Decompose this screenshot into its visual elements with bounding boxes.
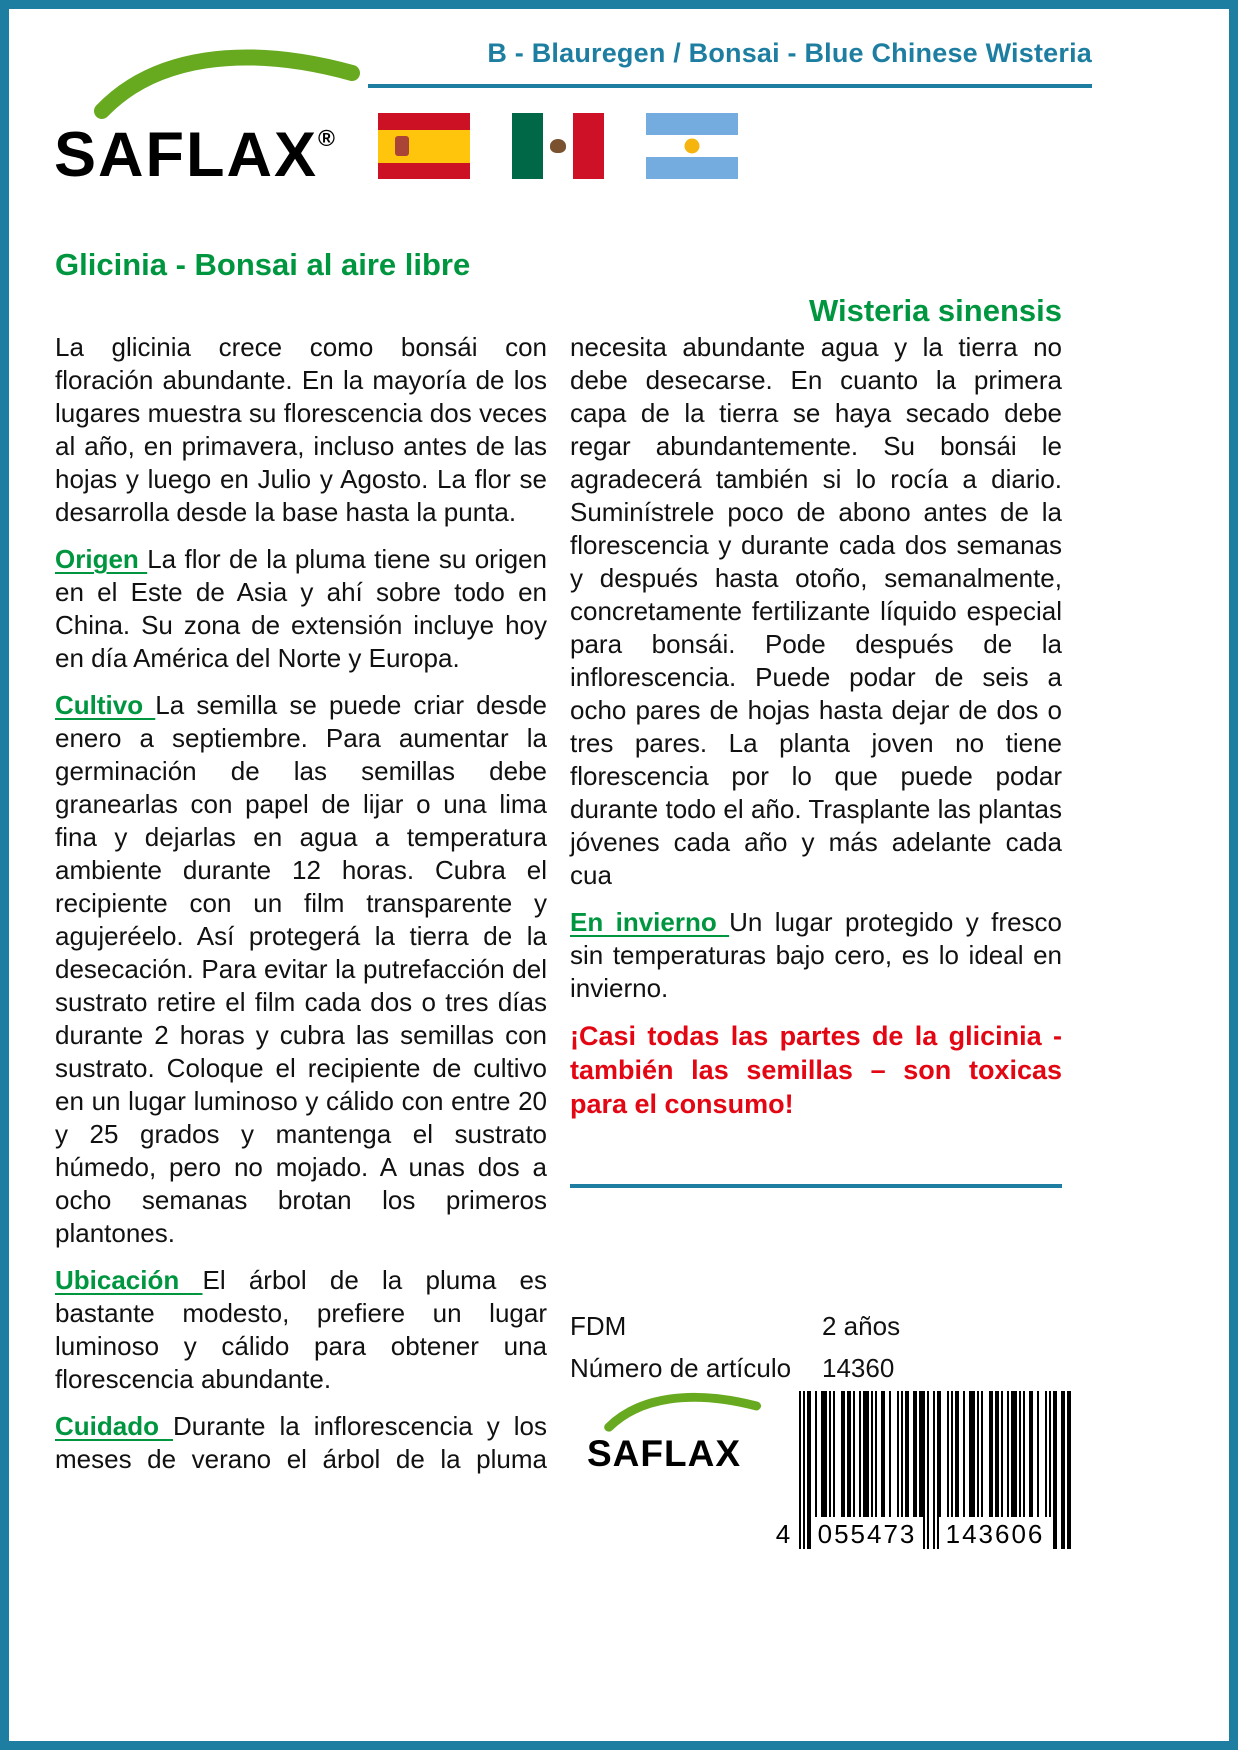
logo-arc-icon	[92, 39, 360, 125]
footer-meta	[570, 1311, 1062, 1395]
page-title: Glicinia - Bonsai al aire libre	[55, 247, 471, 282]
section-cultivo: Cultivo La semilla se puede criar desde enero a septiembre. Para aumentar la germinación de las semillas debe granearlas con papel de lijar o una lima fina y dejarlas en agua a temperatura ambiente durante 12 horas. Cubra el recipiente con un film transparente y agujeréelo. Así protegerá la tierra de la desecación. Para evitar la putrefacción del sustrato retire el film cada dos o tres días durante 2 horas y cubra las semillas con sustrato. Coloque el recipiente de cultivo en un lugar luminoso y cálido con entre 20 y 25 grados y mantenga el sustrato húmedo, pero no mojado. A unas dos a ocho semanas brotan los primeros plantones.	[55, 690, 547, 1248]
argentina-flag	[646, 113, 738, 179]
section-ubicacion: Ubicación El árbol de la pluma es bastante modesto, prefiere un lugar luminoso y cálido para obtener una florescencia abundante.	[55, 1265, 547, 1394]
argentina-sun-icon	[685, 138, 700, 153]
section-label: Cultivo	[55, 690, 156, 720]
section-label: En invierno	[570, 907, 730, 937]
barcode-digits-group2: 143606	[939, 1517, 1051, 1551]
header-title: B - Blauregen / Bonsai - Blue Chinese Wisteria	[487, 38, 1092, 68]
saflax-logo-text	[54, 119, 337, 191]
spain-flag	[378, 113, 470, 179]
latin-name-heading: Wisteria sinensis	[809, 293, 1062, 328]
body-paragraph: La glicinia crece como bonsái con floración abundante. En la mayoría de los lugares muestra su florescencia dos veces al año, en primavera, incluso antes de las hojas y luego en Julio y Agosto. La flor se desarrolla desde la base hasta la punta.	[55, 332, 547, 527]
mexico-flag	[512, 113, 604, 179]
section-label: Cuidado	[55, 1411, 173, 1441]
barcode	[771, 1391, 1071, 1553]
section-label: Ubicación	[55, 1265, 203, 1295]
spain-flag-stripe	[378, 113, 470, 130]
saflax-logo-text	[587, 1433, 741, 1475]
fdm-label: FDM	[570, 1311, 627, 1341]
mexico-flag-stripe	[573, 113, 604, 179]
body-paragraph: necesita abundante agua y la tierra no debe desecarse. En cuanto la primera capa de la tierra se haya secado debe regar abundantemente. Su bonsái le agradecerá también si lo rocía a diario. Suminístrele poco de abono antes de la florescencia y durante cada dos semanas y después hasta otoño, semanalmente, concretamente fertilizante líquido especial para bonsái. Pode después de la inflorescencia. Puede podar de seis a ocho pares de hojas hasta dejar de dos o tres pares. La planta joven no tiene florescencia por lo que puede podar durante todo el año. Trasplante las plantas jóvenes cada año y más adelante cada cua	[570, 332, 1062, 890]
mexico-flag-stripe	[512, 113, 543, 179]
brand-name: SAFLAX	[54, 120, 318, 190]
registered-mark: ®	[318, 125, 337, 151]
saflax-logo	[54, 37, 394, 205]
right-column	[570, 331, 1062, 1135]
spain-flag-stripe	[378, 130, 470, 163]
argentina-flag-stripe	[646, 113, 738, 135]
warning-paragraph: ¡Casi todas las partes de la glicinia - también las semillas – son toxicas para el consumo!	[570, 1021, 1062, 1119]
article-number-label: Número de artículo	[570, 1353, 792, 1383]
spain-coat-of-arms-icon	[395, 136, 409, 156]
spain-flag-stripe	[378, 163, 470, 180]
barcode-digits-group1: 055473	[811, 1517, 923, 1551]
section-origen: Origen La flor de la pluma tiene su origen en el Este de Asia y ahí sobre todo en China. Su zona de extensión incluye hoy en día América del Norte y Europa.	[55, 544, 547, 673]
footer-rule	[570, 1184, 1062, 1188]
mexico-eagle-icon	[550, 139, 566, 153]
article-number-value: 14360	[822, 1353, 895, 1383]
flags-row	[378, 113, 738, 179]
mexico-flag-stripe	[543, 113, 574, 179]
left-column	[55, 331, 547, 1490]
section-cuidado: Cuidado Durante la inflorescencia y los meses de verano el árbol de la pluma	[55, 1411, 547, 1474]
saflax-logo-small	[587, 1387, 787, 1491]
section-en-invierno: En invierno Un lugar protegido y fresco sin temperaturas bajo cero, es lo ideal en invierno.	[570, 907, 1062, 1003]
argentina-flag-stripe	[646, 157, 738, 179]
barcode-digit-first: 4	[771, 1517, 797, 1551]
argentina-flag-stripe	[646, 135, 738, 157]
section-label: Origen	[55, 544, 148, 574]
logo-arc-icon	[603, 1387, 761, 1435]
fdm-row	[570, 1311, 1062, 1342]
article-number-row	[570, 1353, 1062, 1384]
fdm-value: 2 años	[822, 1311, 901, 1341]
header-rule	[368, 84, 1092, 88]
brand-name: SAFLAX	[587, 1433, 741, 1474]
